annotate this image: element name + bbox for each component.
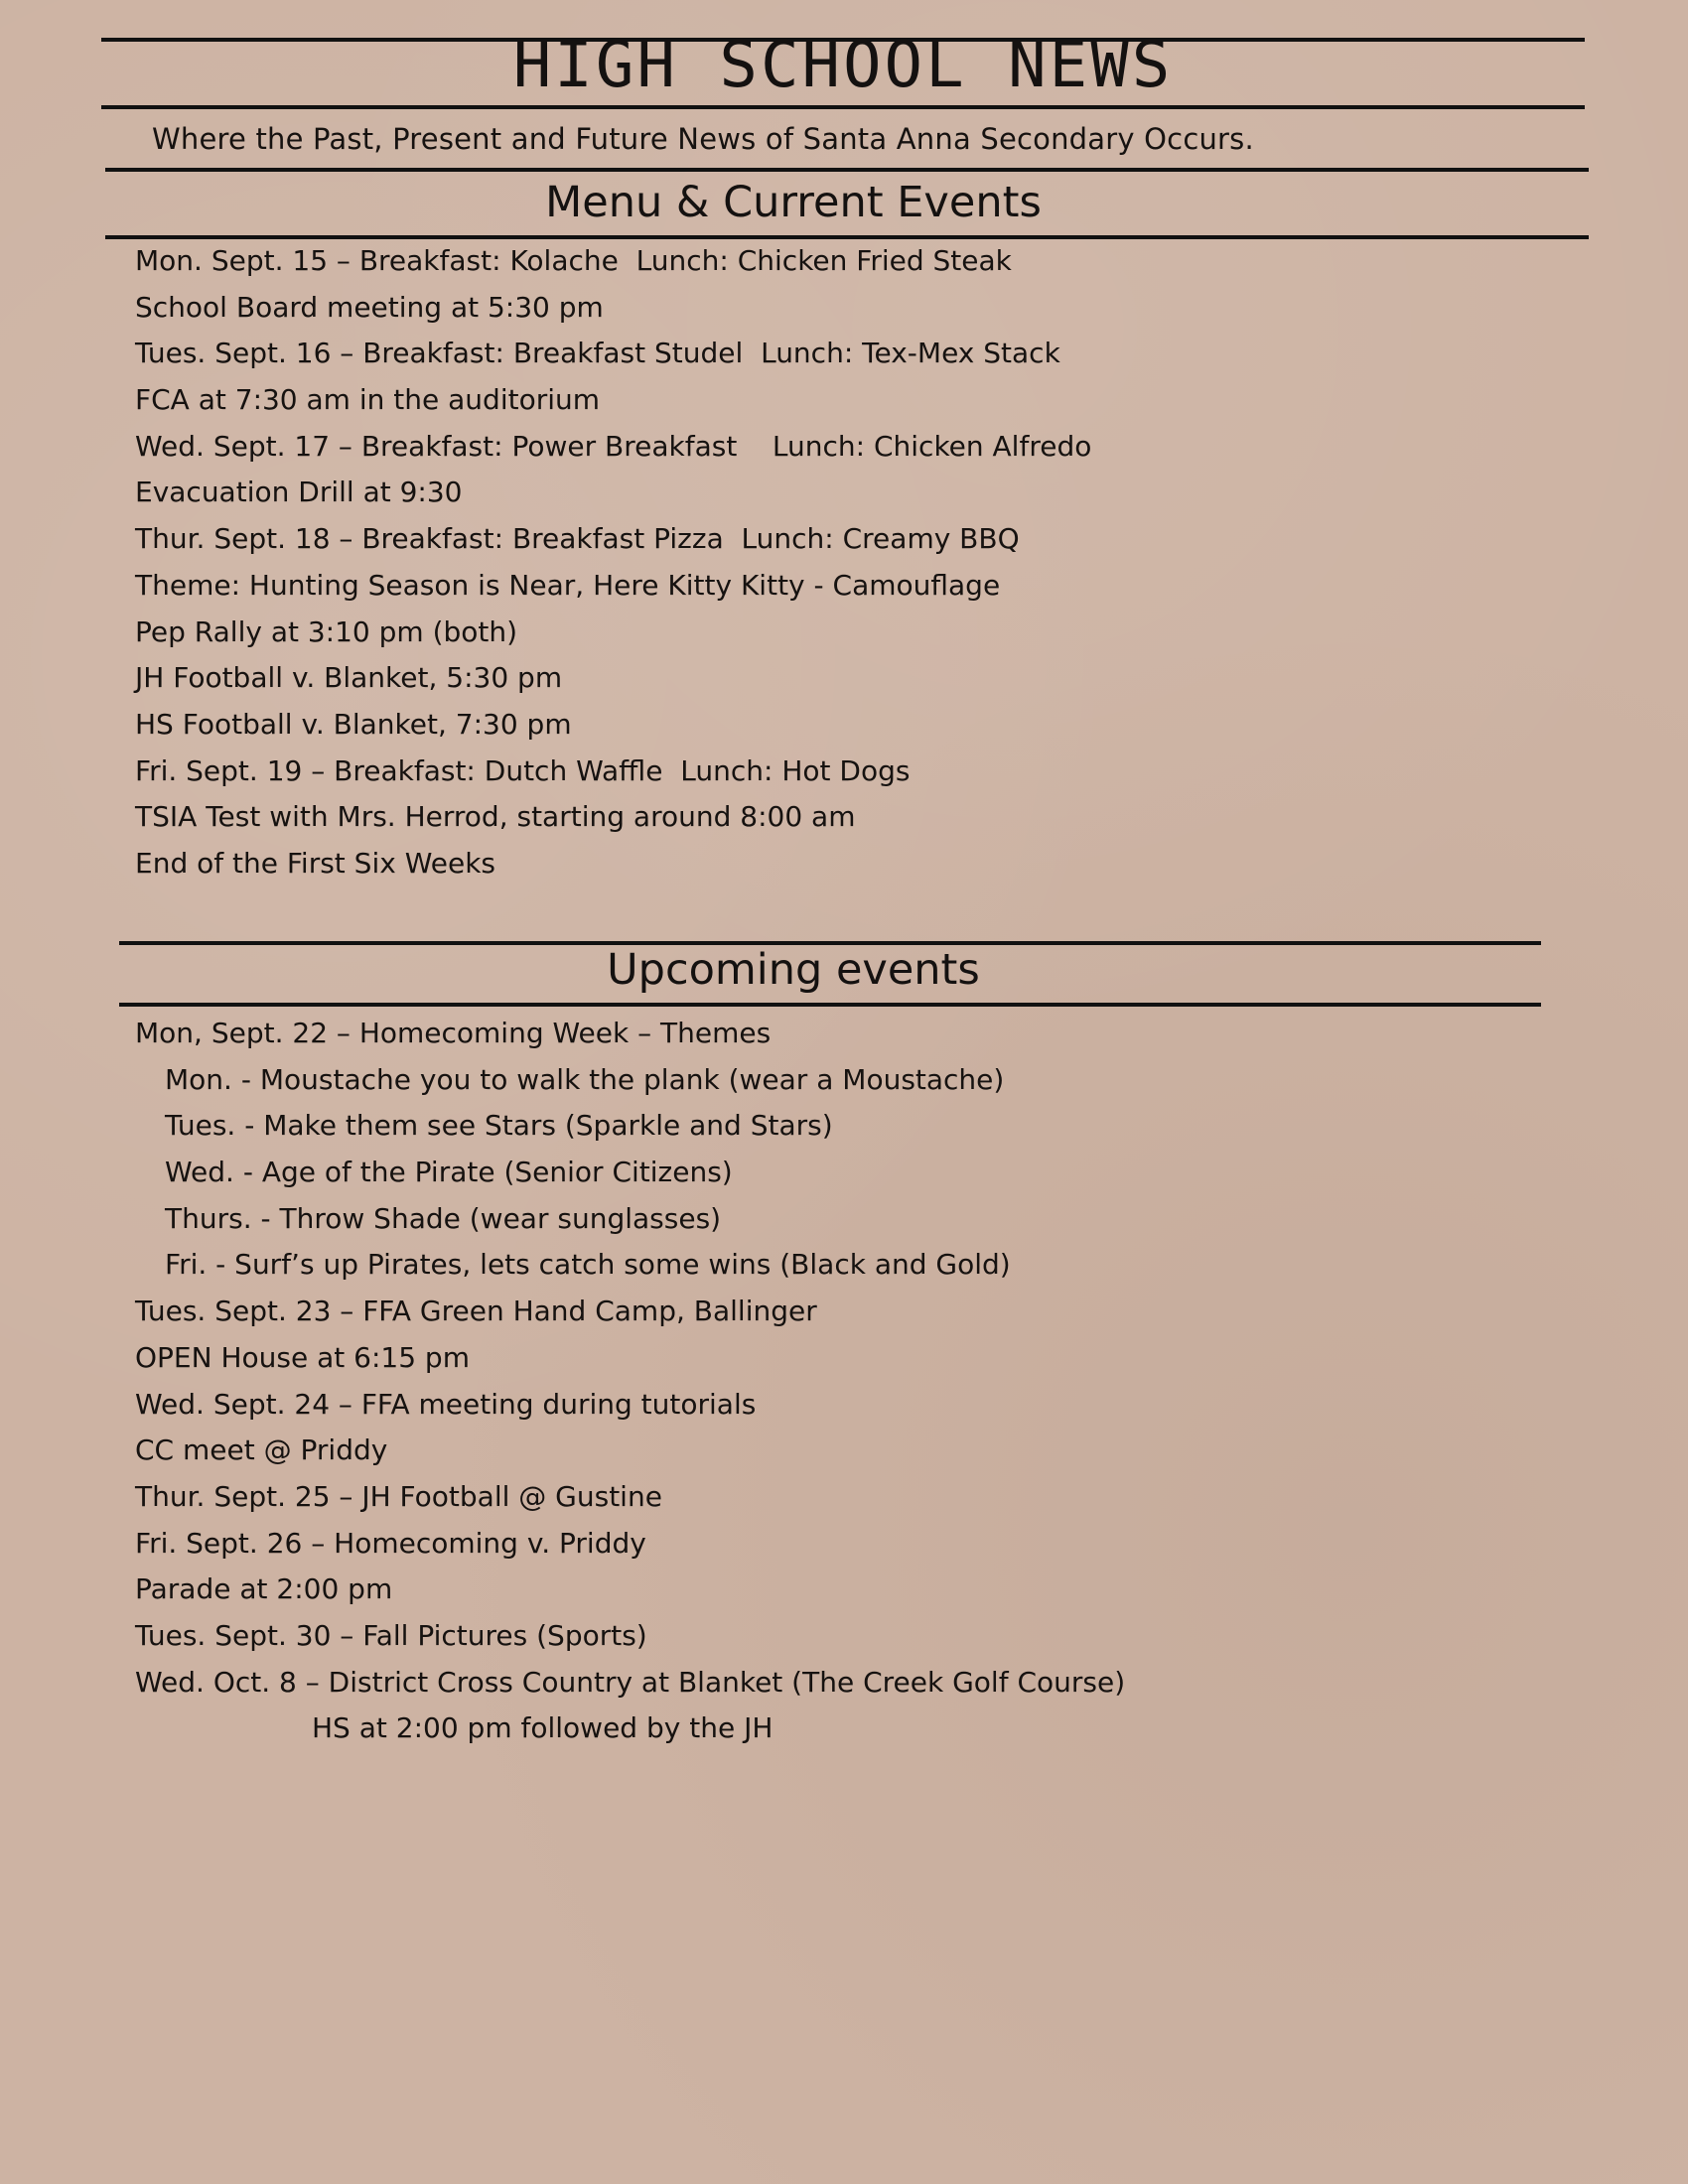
list-item: Tues. Sept. 30 – Fall Pictures (Sports) <box>135 1618 647 1652</box>
list-item: Thur. Sept. 25 – JH Football @ Gustine <box>135 1479 662 1513</box>
upcoming-events-list <box>135 1011 1125 1752</box>
list-item: Mon. - Moustache you to walk the plank (wear a Moustache) <box>165 1062 1005 1096</box>
list-item: Fri. Sept. 26 – Homecoming v. Priddy <box>135 1526 646 1560</box>
upcoming-events-heading: Upcoming events <box>607 945 980 995</box>
list-item: Thur. Sept. 18 – Breakfast: Breakfast Pizza Lunch: Creamy BBQ <box>135 522 1020 556</box>
list-item: HS at 2:00 pm followed by the JH <box>312 1711 774 1745</box>
list-item: Mon. Sept. 15 – Breakfast: Kolache Lunch: Chicken Fried Steak <box>135 244 1012 277</box>
list-item: Wed. Sept. 17 – Breakfast: Power Breakfast Lunch: Chicken Alfredo <box>135 429 1092 463</box>
list-item: End of the First Six Weeks <box>135 846 496 880</box>
list-item: Fri. Sept. 19 – Breakfast: Dutch Waffle Lunch: Hot Dogs <box>135 753 911 787</box>
list-item: Tues. Sept. 16 – Breakfast: Breakfast Studel Lunch: Tex-Mex Stack <box>135 337 1060 370</box>
list-item: Wed. - Age of the Pirate (Senior Citizens) <box>165 1156 733 1189</box>
list-item: Wed. Sept. 24 – FFA meeting during tutorials <box>135 1387 757 1421</box>
list-item: Theme: Hunting Season is Near, Here Kitty Kitty - Camouflage <box>135 568 1001 602</box>
section-top-rule <box>105 168 1589 172</box>
list-item: Fri. - Surf’s up Pirates, lets catch some wins (Black and Gold) <box>165 1248 1011 1282</box>
list-item: FCA at 7:30 am in the auditorium <box>135 383 601 417</box>
list-item: Tues. - Make them see Stars (Sparkle and Stars) <box>165 1109 833 1143</box>
list-item: OPEN House at 6:15 pm <box>135 1340 470 1374</box>
current-events-list <box>135 238 1091 887</box>
list-item: Parade at 2:00 pm <box>135 1572 393 1606</box>
masthead-title: HIGH SCHOOL NEWS <box>512 29 1174 102</box>
masthead-tagline: Where the Past, Present and Future News of Santa Anna Secondary Occurs. <box>152 122 1254 156</box>
list-item: Tues. Sept. 23 – FFA Green Hand Camp, Ballinger <box>135 1295 817 1328</box>
upcoming-events-bottom-rule <box>119 1003 1541 1007</box>
list-item: HS Football v. Blanket, 7:30 pm <box>135 707 572 741</box>
masthead-bottom-rule <box>101 105 1585 109</box>
list-item: Wed. Oct. 8 – District Cross Country at Blanket (The Creek Golf Course) <box>135 1665 1126 1699</box>
list-item: Mon, Sept. 22 – Homecoming Week – Themes <box>135 1017 772 1049</box>
list-item: Thurs. - Throw Shade (wear sunglasses) <box>165 1201 722 1235</box>
list-item: Pep Rally at 3:10 pm (both) <box>135 614 518 648</box>
list-item: CC meet @ Priddy <box>135 1433 388 1467</box>
list-item: Evacuation Drill at 9:30 <box>135 476 463 509</box>
list-item: School Board meeting at 5:30 pm <box>135 290 604 324</box>
list-item: TSIA Test with Mrs. Herrod, starting around 8:00 am <box>135 800 856 834</box>
list-item: JH Football v. Blanket, 5:30 pm <box>135 661 563 695</box>
current-events-heading: Menu & Current Events <box>545 178 1042 227</box>
